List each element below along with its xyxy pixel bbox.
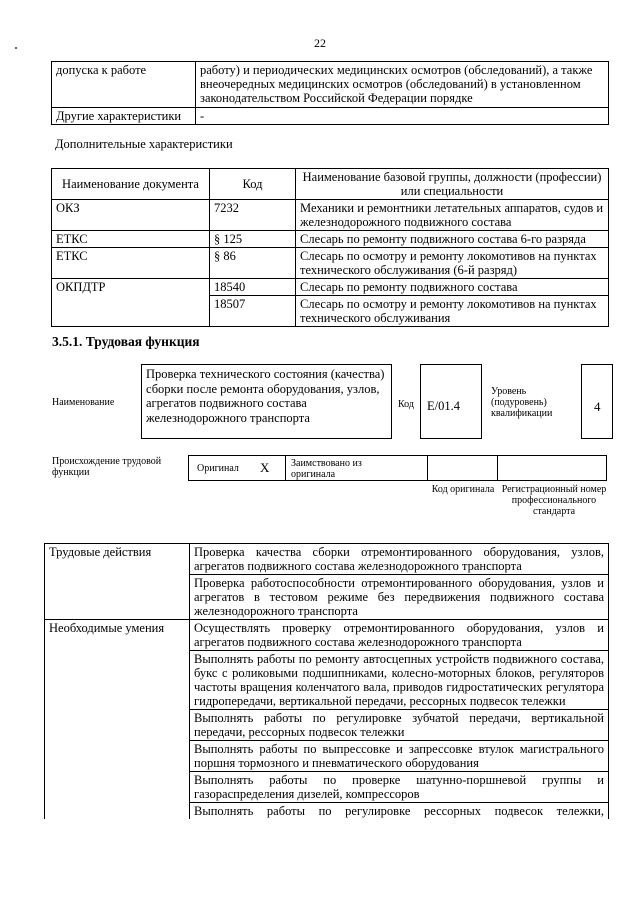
table-row bbox=[45, 544, 609, 575]
origin-code-label: Код оригинала bbox=[431, 484, 495, 495]
admission-label: допуска к работе bbox=[52, 62, 196, 108]
name-label: Наименование bbox=[52, 397, 115, 408]
skill-item: Выполнять работы по выпрессовке и запрессовке втулок магистрального поршня тормозного и пневматического оборудования bbox=[190, 741, 609, 772]
code-cell: 18540 bbox=[210, 279, 296, 296]
table-header-row bbox=[52, 169, 609, 200]
additional-table bbox=[51, 168, 609, 327]
doc-name-cell bbox=[52, 296, 210, 327]
skill-item: Выполнять работы по проверке шатунно-поршневой группы и газораспределения дизелей, компрессоров bbox=[190, 772, 609, 803]
table-row bbox=[52, 279, 609, 296]
doc-name-cell: ОКЗ bbox=[52, 200, 210, 231]
code-label: Код bbox=[398, 399, 414, 410]
reg-number-label: Регистрационный номер профессионального стандарта bbox=[501, 484, 607, 517]
other-characteristics-value: - bbox=[196, 108, 609, 125]
skill-item: Выполнять работы по регулировке рессорных подвесок тележки, bbox=[190, 803, 609, 820]
code-cell: 18507 bbox=[210, 296, 296, 327]
table-row bbox=[52, 108, 609, 125]
level-label: Уровень (подуровень) квалификации bbox=[491, 386, 553, 419]
doc-name-cell: ЕТКС bbox=[52, 231, 210, 248]
admission-table bbox=[51, 61, 609, 125]
labor-action-item: Проверка работоспособности отремонтированного оборудования, узлов и агрегатов в тестовом режиме без передвижения подвижного состава железнодорожного транспорта bbox=[190, 575, 609, 620]
code-cell: § 86 bbox=[210, 248, 296, 279]
table-row bbox=[45, 620, 609, 651]
group-cell: Слесарь по ремонту подвижного состава 6-го разряда bbox=[296, 231, 609, 248]
skill-item: Выполнять работы по регулировке зубчатой передачи, вертикальной передачи, рессорных подвесок тележки bbox=[190, 710, 609, 741]
scan-mark bbox=[15, 47, 17, 49]
labor-action-item: Проверка качества сборки отремонтированного оборудования, узлов, агрегатов подвижного состава железнодорожного транспорта bbox=[190, 544, 609, 575]
admission-value: работу) и периодических медицинских осмотров (обследований), а также внеочередных медицинских осмотров (обследований) в установленном законодательством Российской Федерации порядке bbox=[196, 62, 609, 108]
doc-name-cell: ОКПДТР bbox=[52, 279, 210, 296]
column-header: Наименование базовой группы, должности (профессии) или специальности bbox=[296, 169, 609, 200]
page-number: 22 bbox=[314, 36, 326, 50]
code-cell: 7232 bbox=[210, 200, 296, 231]
function-code-box bbox=[420, 364, 482, 439]
skill-item: Осуществлять проверку отремонтированного оборудования, узлов и агрегатов подвижного состава железнодорожного транспорта bbox=[190, 620, 609, 651]
doc-name-cell: ЕТКС bbox=[52, 248, 210, 279]
column-header: Наименование документа bbox=[52, 169, 210, 200]
function-name-box: Проверка технического состояния (качества) сборки после ремонта оборудования, узлов, агрегатов подвижного состава железнодорожного транспорта bbox=[141, 364, 392, 439]
additional-heading: Дополнительные характеристики bbox=[55, 137, 233, 151]
origin-label: Происхождение трудовой функции bbox=[52, 456, 162, 478]
function-title: 3.5.1. Трудовая функция bbox=[52, 334, 200, 349]
column-header: Код bbox=[210, 169, 296, 200]
skills-label: Необходимые умения bbox=[45, 620, 190, 820]
table-row bbox=[52, 231, 609, 248]
labor-actions-label: Трудовые действия bbox=[45, 544, 190, 620]
group-cell: Слесарь по осмотру и ремонту локомотивов на пунктах технического обслуживания bbox=[296, 296, 609, 327]
table-row bbox=[52, 296, 609, 327]
group-cell: Слесарь по ремонту подвижного состава bbox=[296, 279, 609, 296]
function-code: E/01.4 bbox=[427, 399, 460, 413]
code-cell: § 125 bbox=[210, 231, 296, 248]
table-row bbox=[52, 248, 609, 279]
group-cell: Слесарь по осмотру и ремонту локомотивов на пунктах технического обслуживания (6-й разряд) bbox=[296, 248, 609, 279]
original-mark: X bbox=[260, 460, 270, 475]
group-cell: Механики и ремонтники летательных аппаратов, судов и железнодорожного подвижного состава bbox=[296, 200, 609, 231]
original-label: Оригинал bbox=[197, 463, 239, 474]
level-box bbox=[581, 364, 613, 439]
other-characteristics-label: Другие характеристики bbox=[52, 108, 196, 125]
level-value: 4 bbox=[594, 399, 601, 414]
actions-table bbox=[44, 543, 609, 819]
table-row bbox=[52, 62, 609, 108]
borrowed-label: Заимствовано из оригинала bbox=[291, 458, 362, 480]
table-row bbox=[52, 200, 609, 231]
origin-table bbox=[188, 455, 607, 481]
skill-item: Выполнять работы по ремонту автосцепных устройств подвижного состава, букс с роликовыми подшипниками, колесно-моторных блоков, регуляторов частоты вращения коленчатого вала, приводов гидростатических регулятора гидропередачи, вертикальной передачи, рессорных подвесок тележки bbox=[190, 651, 609, 710]
